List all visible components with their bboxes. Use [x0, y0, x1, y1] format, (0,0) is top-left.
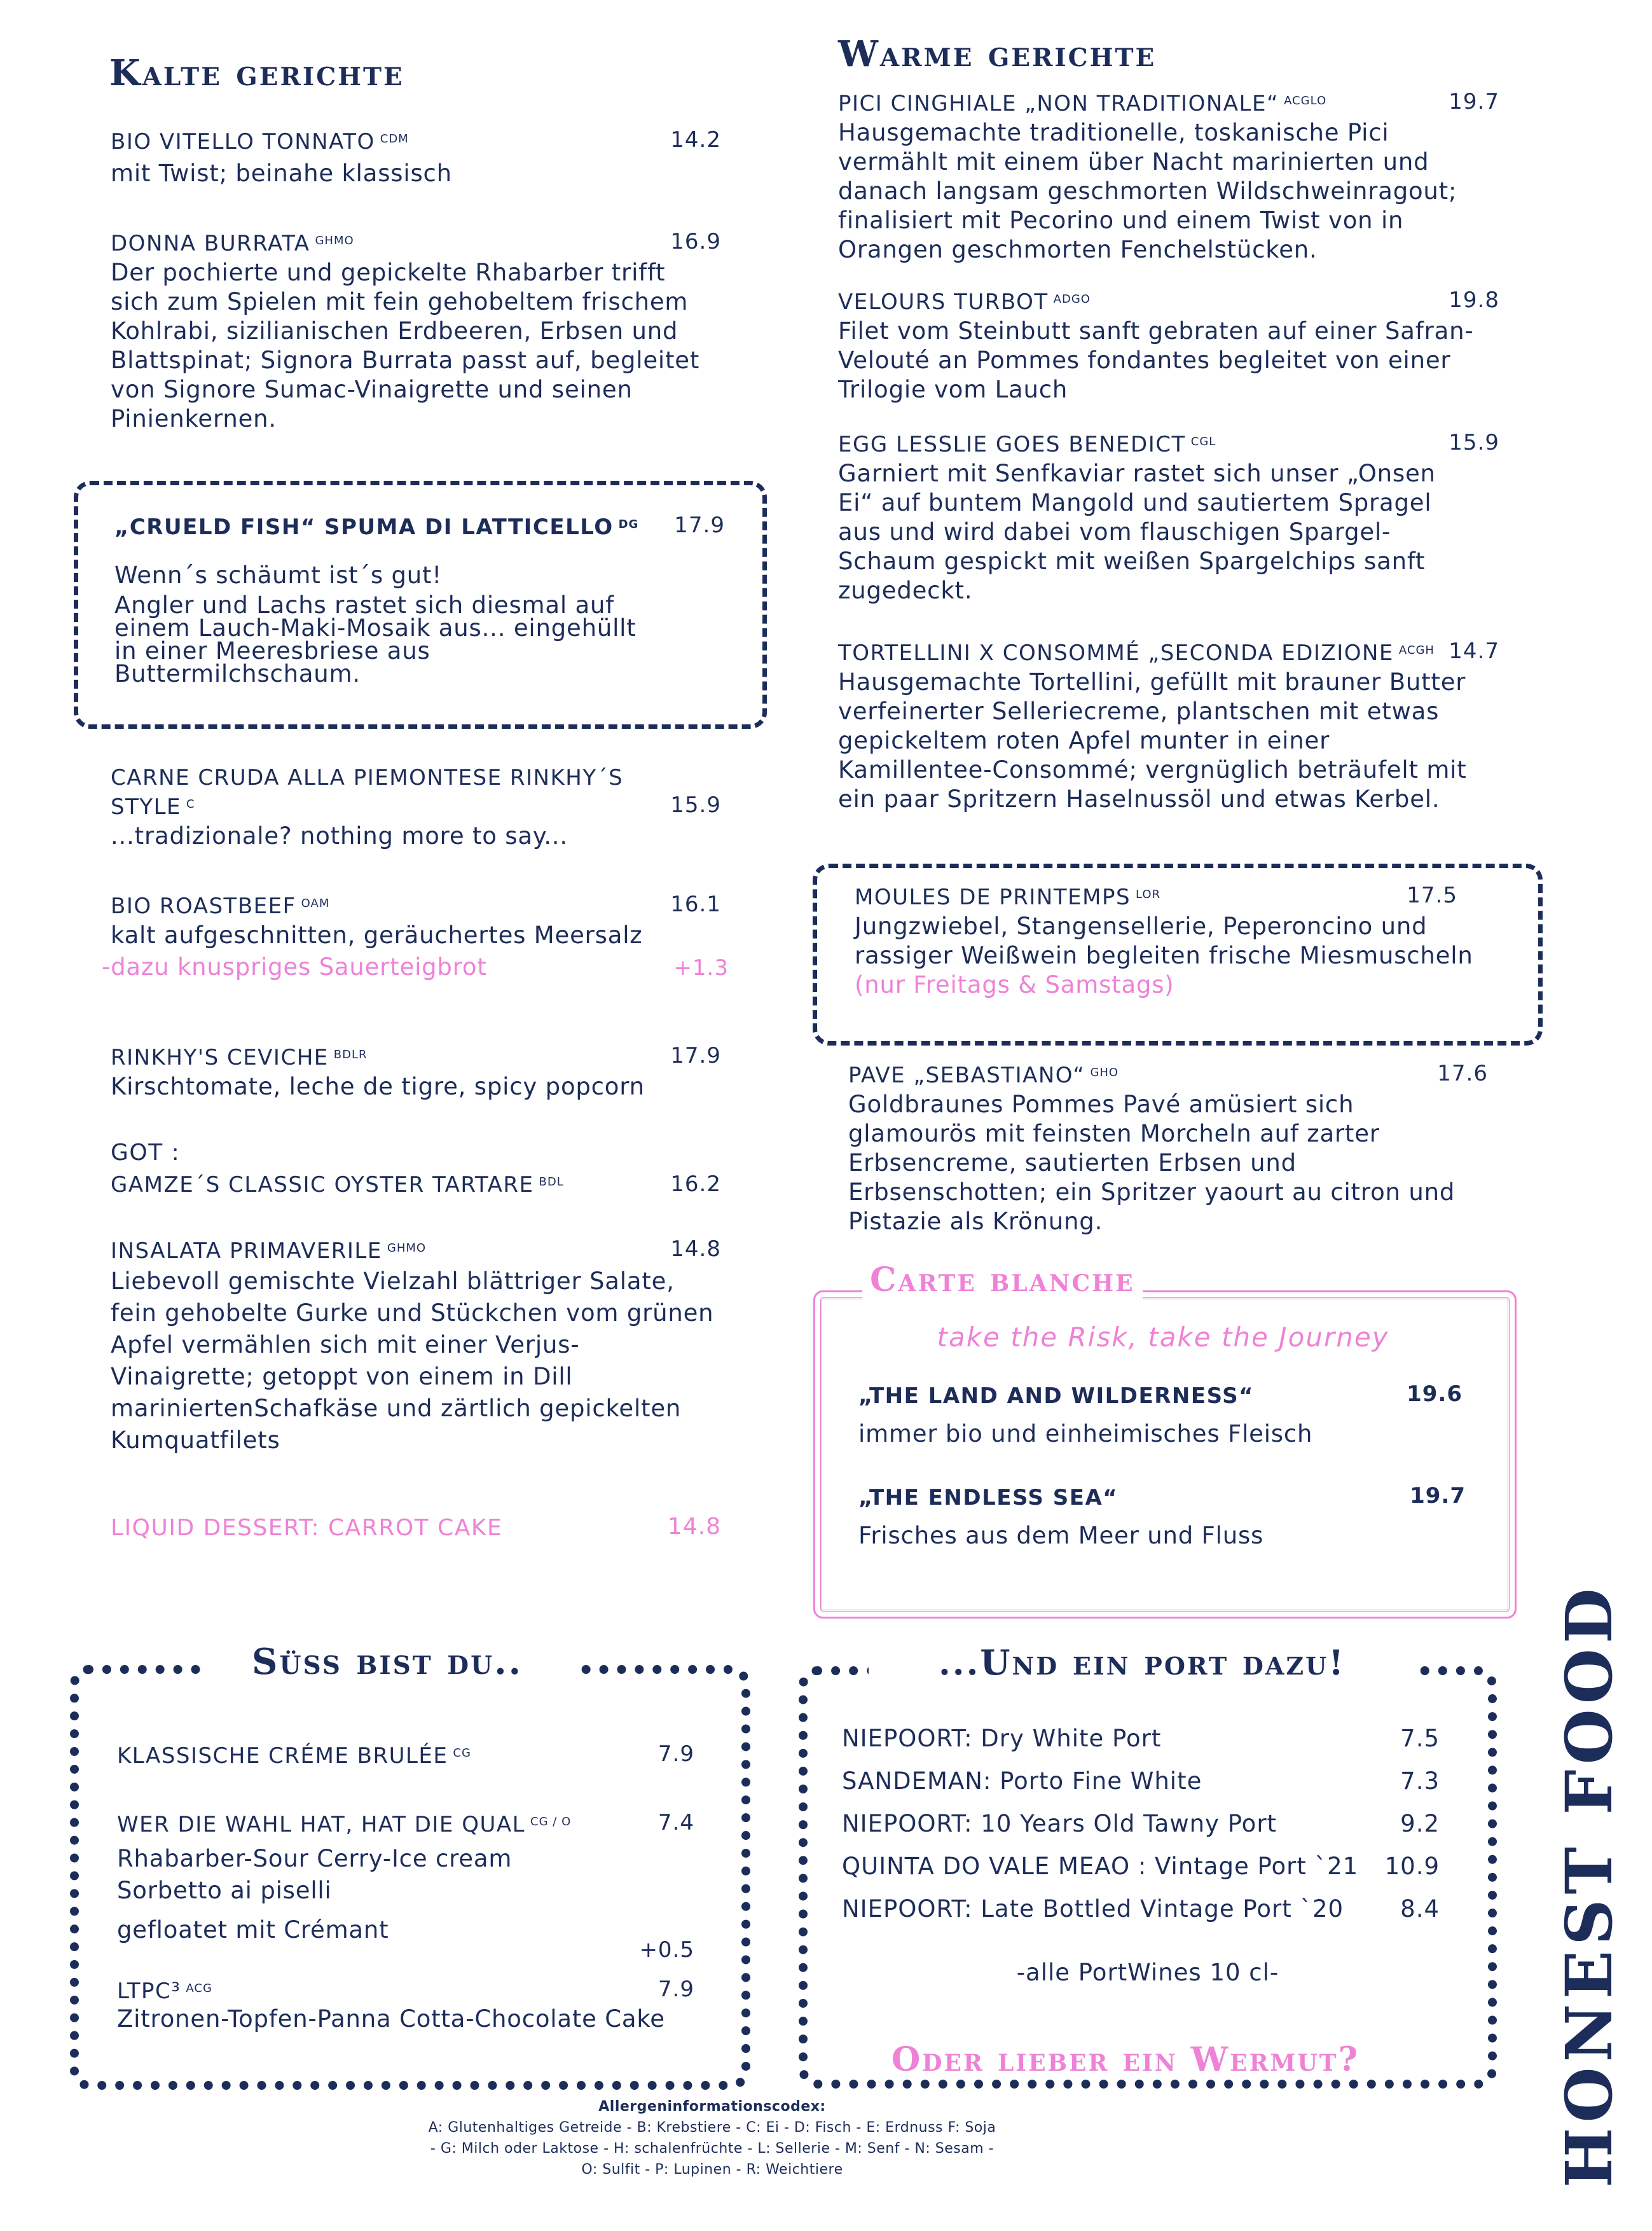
allergen-code: LOR: [1136, 888, 1161, 901]
allergen-code: BDLR: [333, 1048, 368, 1061]
item-desc: Liebevoll gemischte Vielzahl blättriger Salate, fein gehobelte Gurke und Stückchen vom grünen Apfel vermählen sich mit einer Verjus-Vinaigrette; getoppt von einem in Dill mariniertenSchafkäse und zärtlich gepickelten Kumquatfilets: [111, 1267, 714, 1454]
allergen-code: GHMO: [315, 234, 354, 247]
item-price: 7.4: [657, 1810, 694, 1835]
roastbeef-extra: -dazu knuspriges Sauerteigbrot: [102, 953, 487, 981]
item-price: 19.7: [1410, 1483, 1466, 1509]
item-desc: Goldbraunes Pommes Pavé amüsiert sich glamourös mit feinsten Morcheln auf zarter Erbsencreme, sautierten Erbsen und Erbsenschotten; ein Spritzer yaourt au citron und Pistazie als Krönung.: [848, 1091, 1456, 1235]
item-name: BIO ROASTBEEF: [111, 894, 296, 919]
item-price: 15.9: [1449, 430, 1499, 455]
item-desc: mit Twist; beinahe klassisch: [111, 160, 452, 187]
allergen-code: ACGLO: [1284, 94, 1327, 107]
item-name: LIQUID DESSERT: CARROT CAKE: [111, 1515, 503, 1541]
item-desc: Zitronen-Topfen-Panna Cotta-Chocolate Cake: [117, 2005, 665, 2033]
allergen-code: GHMO: [387, 1241, 427, 1255]
allergen-code: ACG: [186, 1982, 212, 1995]
menu-item-burrata: [111, 229, 721, 434]
item-desc: kalt aufgeschnitten, geräuchertes Meersalz: [111, 922, 643, 949]
item-extra: gefloatet mit Crémant: [117, 1916, 389, 1944]
allergen-code: CDM: [380, 132, 409, 146]
dessert-item-wahl: [117, 1810, 694, 1963]
item-extra-price: +0.5: [639, 1937, 694, 1963]
item-name: BIO VITELLO TONNATO: [111, 129, 375, 155]
item-name: EGG LESSLIE GOES BENEDICT: [838, 432, 1186, 457]
port-name: NIEPOORT: Late Bottled Vintage Port `20: [842, 1895, 1344, 1923]
port-title: ...Und ein port dazu!: [869, 1642, 1415, 1683]
item-desc-2: Sorbetto ai piselli: [117, 1877, 332, 1904]
allergen-code: DG: [618, 518, 639, 531]
item-name: WER DIE WAHL HAT, HAT DIE QUAL: [117, 1812, 526, 1837]
item-desc: Frisches aus dem Meer und Fluss: [858, 1522, 1264, 1549]
item-name: VELOURS TURBOT: [838, 289, 1049, 315]
item-name: PAVE „SEBASTIANO“: [848, 1063, 1085, 1088]
item-desc: immer bio und einheimisches Fleisch: [858, 1420, 1313, 1447]
dessert-title: Süss bist du..: [201, 1641, 574, 1683]
carte-item-land: [858, 1381, 1463, 1449]
item-price: 7.9: [657, 1741, 694, 1767]
honest-food-brand: HONEST FOOD: [1552, 1583, 1627, 2188]
port-name: SANDEMAN: Porto Fine White: [842, 1767, 1202, 1795]
allergen-title: Allergeninformationscodex:: [598, 2099, 826, 2115]
kalte-title: Kalte gerichte: [109, 52, 404, 94]
item-name: „CRUELD FISH“ SPUMA DI LATTICELLO: [114, 515, 614, 540]
item-price: 14.2: [670, 127, 721, 153]
item-desc: Garniert mit Senfkaviar rastet sich unser „Onsen Ei“ auf buntem Mangold und sautiertem Spragel aus und wird dabei vom flauschigen Spargel-Schaum gespickt mit weißen Spargelchips sanft zugedeckt.: [838, 460, 1436, 604]
item-price: 14.7: [1449, 639, 1499, 664]
item-desc: Filet vom Steinbutt sanft gebraten auf einer Safran-Velouté an Pommes fondantes begleitet von einer Trilogie vom Lauch: [838, 317, 1474, 403]
port-name: NIEPOORT: Dry White Port: [842, 1725, 1162, 1752]
item-price: 17.5: [1407, 883, 1457, 908]
allergen-legend: [369, 2099, 1056, 2178]
port-row: [842, 1760, 1440, 1802]
item-desc: Hausgemachte Tortellini, gefüllt mit brauner Butter verfeinerter Selleriecreme, plantschen mit etwas gepickeltem roten Apfel munter in einer Kamillentee-Consommé; vergnüglich beträufelt mit ein paar Spritzern Haselnussöl und etwas Kerbel.: [838, 668, 1467, 813]
allergen-line-1: A: Glutenhaltiges Getreide - B: Krebstiere - C: Ei - D: Fisch - E: Erdnuss F: Soja: [428, 2120, 996, 2136]
item-name: MOULES DE PRINTEMPS: [855, 885, 1131, 910]
warme-title: Warme gerichte: [838, 33, 1157, 75]
allergen-line-2: - G: Milch oder Laktose - H: schalenfrüchte - L: Sellerie - M: Senf - N: Sesam -: [430, 2141, 995, 2157]
port-name: NIEPOORT: 10 Years Old Tawny Port: [842, 1810, 1277, 1837]
item-name: „THE ENDLESS SEA“: [858, 1485, 1119, 1510]
item-price: 16.9: [670, 229, 721, 254]
item-name: GAMZE´S CLASSIC OYSTER TARTARE: [111, 1172, 534, 1198]
item-price: 16.1: [670, 892, 721, 917]
port-row: [842, 1717, 1440, 1760]
item-name: INSALATA PRIMAVERILE: [111, 1238, 382, 1264]
menu-item-oyster: [111, 1138, 721, 1199]
menu-item-turbot: [838, 287, 1499, 404]
allergen-code: ACGH: [1398, 644, 1435, 657]
item-desc: Angler und Lachs rastet sich diesmal auf einem Lauch-Maki-Mosaik aus... eingehüllt in einer Meeresbriese aus Buttermilchschaum.: [114, 591, 637, 687]
item-price: 14.8: [667, 1514, 721, 1540]
item-note: (nur Freitags & Samstags): [855, 971, 1174, 998]
item-name: PICI CINGHIALE „NON TRADITIONALE“: [838, 91, 1279, 116]
roastbeef-extra-price: +1.3: [673, 955, 729, 981]
item-desc: ...tradizionale? nothing more to say...: [111, 822, 568, 850]
allergen-code: CG: [453, 1746, 471, 1760]
menu-item-carne-cruda: [111, 763, 721, 851]
menu-item-insalata: [111, 1236, 721, 1456]
allergen-line-3: O: Sulfit - P: Lupinen - R: Weichtiere: [581, 2162, 843, 2178]
item-price: 14.8: [670, 1236, 721, 1262]
port-name: QUINTA DO VALE MEAO : Vintage Port `21: [842, 1853, 1359, 1880]
menu-item-crueld-fish: [114, 513, 725, 686]
item-name: DONNA BURRATA: [111, 231, 310, 256]
menu-item-roastbeef: [111, 892, 729, 950]
item-price: 7.9: [657, 1977, 694, 2002]
item-desc: Jungzwiebel, Stangensellerie, Peperoncino und rassiger Weißwein begleiten frische Miesmuscheln: [855, 913, 1473, 969]
port-price: 7.3: [1400, 1767, 1440, 1795]
item-desc: Kirschtomate, leche de tigre, spicy popcorn: [111, 1073, 645, 1100]
carte-title: Carte blanche: [862, 1261, 1143, 1299]
item-name: KLASSISCHE CRÉME BRULÉE: [117, 1743, 448, 1769]
item-price: 15.9: [670, 792, 721, 818]
carte-subtitle: take the Risk, take the Journey: [937, 1322, 1389, 1353]
port-row: [842, 1845, 1440, 1888]
item-name-2: STYLE: [111, 794, 182, 820]
port-footer: Oder lieber ein Wermut?: [872, 2040, 1379, 2079]
item-name: TORTELLINI X CONSOMMÉ „SECONDA EDIZIONE: [838, 640, 1394, 666]
port-price: 9.2: [1400, 1810, 1440, 1837]
allergen-code: CG / O: [530, 1815, 572, 1828]
item-price: 19.7: [1449, 89, 1499, 114]
menu-item-moules: [855, 883, 1473, 1000]
item-name: RINKHY'S CEVICHE: [111, 1045, 329, 1070]
port-price: 10.9: [1384, 1853, 1440, 1880]
port-price: 8.4: [1400, 1895, 1440, 1923]
menu-item-vitello: [111, 127, 721, 188]
item-name: „THE LAND AND WILDERNESS“: [858, 1383, 1254, 1409]
item-price: 19.8: [1449, 287, 1499, 313]
allergen-code: GHO: [1090, 1066, 1119, 1079]
item-price: 16.2: [670, 1171, 721, 1197]
item-pre: GOT :: [111, 1140, 181, 1166]
allergen-code: C: [186, 798, 195, 811]
port-row: [842, 1802, 1440, 1845]
item-name: LTPC³: [117, 1979, 181, 2004]
item-price: 17.6: [1437, 1061, 1488, 1086]
item-desc: Hausgemachte traditionelle, toskanische Pici vermählt mit einem über Nacht marinierten und danach langsam geschmorten Wildschweinragout; finalisiert mit Pecorino und einem Twist von in Orangen geschmorten Fenchelstücken.: [838, 119, 1457, 263]
dessert-item-ltpc: [117, 1977, 694, 2033]
port-price: 7.5: [1400, 1725, 1440, 1752]
item-price: 17.9: [670, 1043, 721, 1068]
menu-item-tortellini: [838, 639, 1499, 814]
item-tagline: Wenn´s schäumt ist´s gut!: [114, 562, 443, 589]
item-name: CARNE CRUDA ALLA PIEMONTESE RINKHY´S: [111, 765, 624, 791]
port-note: -alle PortWines 10 cl-: [1016, 1959, 1279, 1986]
menu-item-pici: [838, 89, 1499, 265]
port-row: [842, 1888, 1440, 1930]
allergen-code: OAM: [301, 897, 330, 910]
menu-item-ceviche: [111, 1043, 721, 1102]
item-desc-1: Rhabarber-Sour Cerry-Ice cream: [117, 1845, 513, 1872]
dessert-item-creme-brulee: [117, 1741, 694, 1771]
port-list: [842, 1717, 1440, 1930]
item-price: 19.6: [1407, 1381, 1463, 1407]
menu-item-liquid-dessert: [111, 1514, 721, 1543]
carte-item-sea: [858, 1483, 1466, 1551]
allergen-code: ADGO: [1053, 293, 1091, 306]
menu-item-egg: [838, 430, 1499, 605]
menu-item-pave: [848, 1061, 1488, 1236]
item-price: 17.9: [674, 513, 725, 538]
item-desc: Der pochierte und gepickelte Rhabarber trifft sich zum Spielen mit fein gehobeltem frischem Kohlrabi, sizilianischen Erdbeeren, Erbsen und Blattspinat; Signora Burrata passt auf, begleitet von Signore Sumac-Vinaigrette und seinen Pinienkernen.: [111, 259, 700, 432]
allergen-code: CGL: [1190, 435, 1216, 448]
allergen-code: BDL: [539, 1175, 564, 1189]
